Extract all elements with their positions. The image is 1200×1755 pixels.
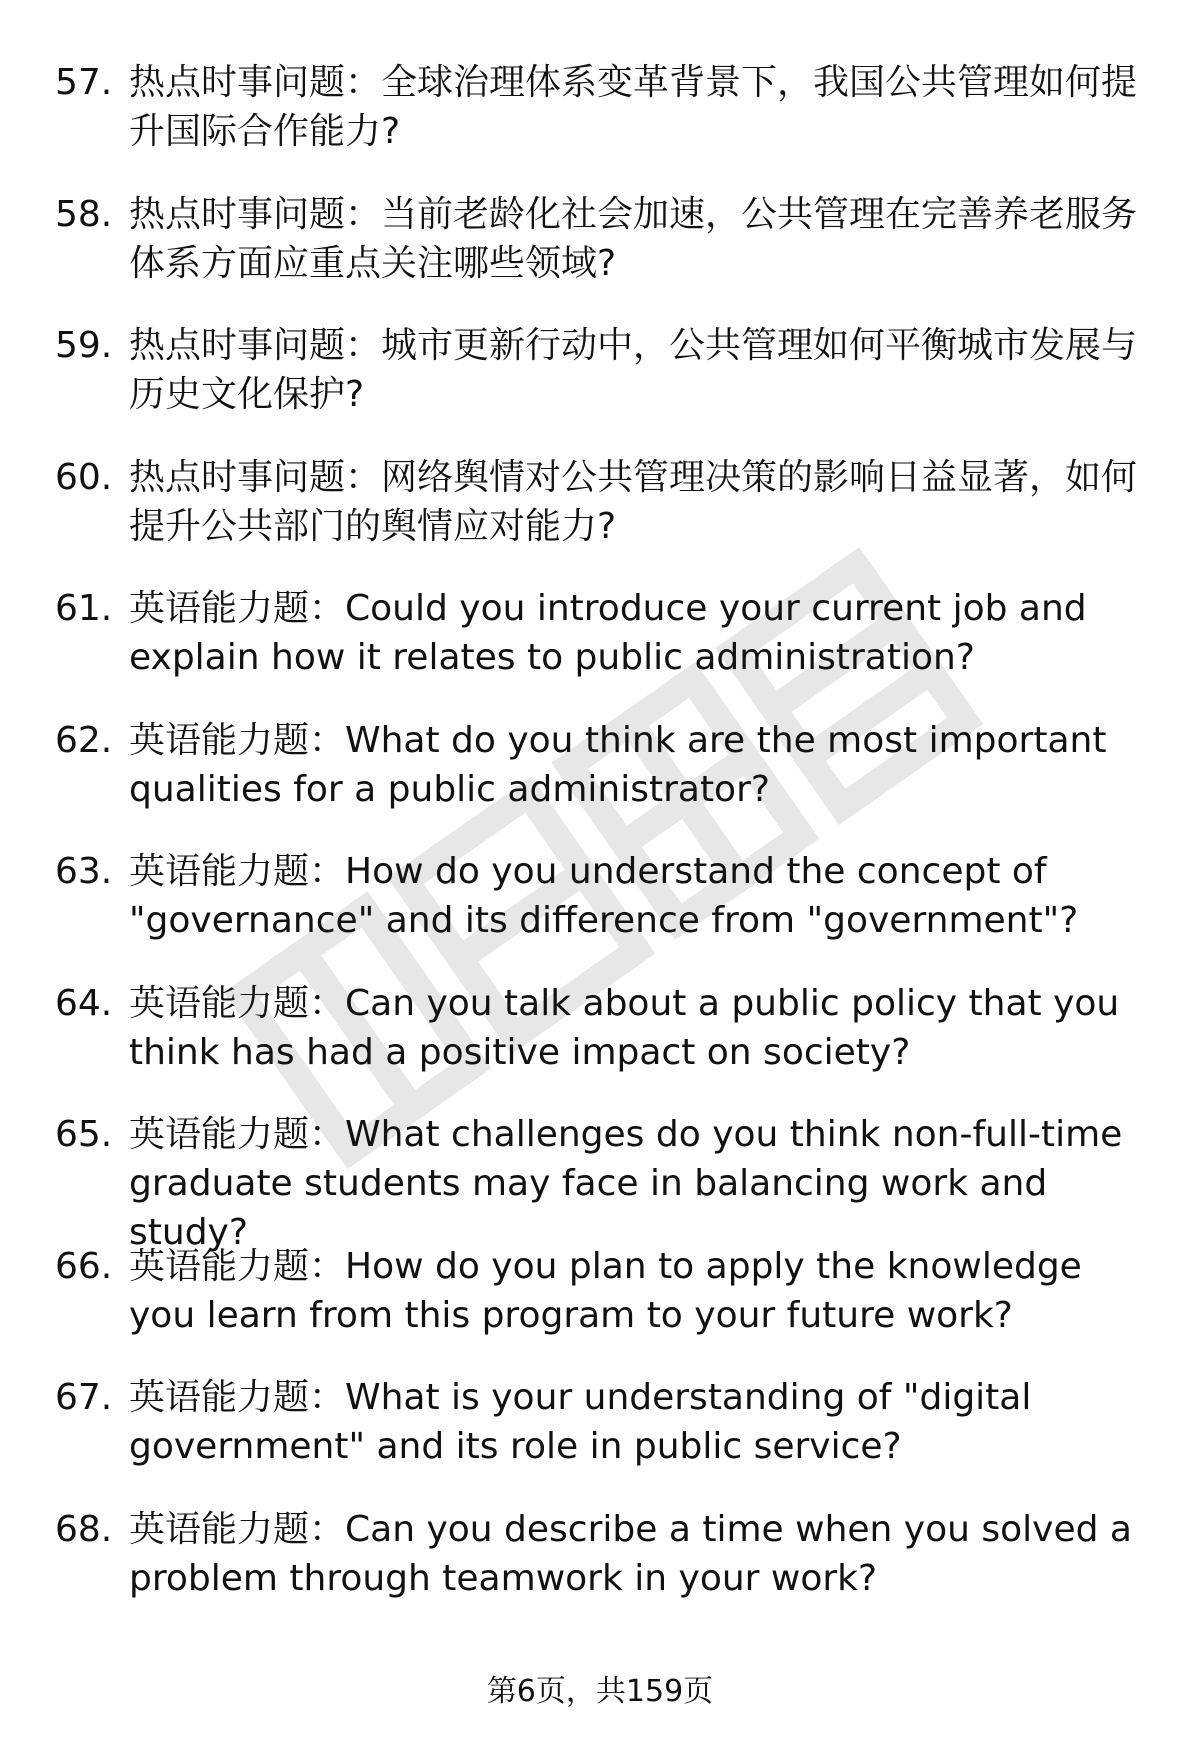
question-item [55, 190, 1150, 322]
question-number: 59. [55, 325, 113, 366]
question-text: 英语能力题：What do you think are the most important qualities for a public administrator? [129, 719, 1107, 810]
question-item [55, 1505, 1150, 1637]
question-number: 66. [55, 1245, 113, 1287]
question-text: 英语能力题：Can you describe a time when you solved a problem through teamwork in your work? [129, 1508, 1132, 1599]
question-item [55, 716, 1150, 848]
question-number: 65. [55, 1114, 113, 1155]
question-number: 61. [55, 588, 113, 629]
question-text: 英语能力题：What challenges do you think non-full-time graduate students may face in balancing work and study? [129, 1114, 1123, 1253]
question-text: 英语能力题：How do you understand the concept of "governance" and its difference from "government"? [129, 851, 1079, 941]
question-number: 67. [55, 1377, 113, 1418]
question-text: 热点时事问题：全球治理体系变革背景下，我国公共管理如何提升国际合作能力? [129, 62, 1138, 152]
question-text: 英语能力题：How do you plan to apply the knowledge you learn from this program to your future work? [129, 1245, 1082, 1336]
question-number: 57. [55, 62, 113, 103]
question-text: 热点时事问题：网络舆情对公共管理决策的影响日益显著，如何提升公共部门的舆情应对能力? [129, 456, 1138, 547]
question-number: 64. [55, 982, 113, 1024]
question-item [55, 1242, 1150, 1374]
question-list [55, 58, 1150, 1636]
question-item [55, 453, 1150, 585]
question-item [55, 58, 1150, 190]
question-text: 热点时事问题：城市更新行动中，公共管理如何平衡城市发展与历史文化保护? [129, 325, 1138, 415]
question-text: 英语能力题：What is your understanding of "digital government" and its role in public service? [129, 1377, 1032, 1467]
page-footer: 第6页，共159页 [486, 1674, 714, 1709]
question-item [55, 584, 1150, 716]
question-item [55, 1373, 1150, 1505]
question-text: 英语能力题：Can you talk about a public policy that you think has had a positive impact on society? [129, 982, 1120, 1073]
question-text: 热点时事问题：当前老龄化社会加速，公共管理在完善养老服务体系方面应重点关注哪些领域? [129, 193, 1138, 284]
question-text: 英语能力题：Could you introduce your current job and explain how it relates to public administration? [129, 588, 1087, 678]
question-number: 63. [55, 851, 113, 892]
question-number: 62. [55, 719, 113, 761]
question-item [55, 979, 1150, 1111]
question-number: 68. [55, 1508, 113, 1550]
question-item [55, 321, 1150, 453]
question-item [55, 1110, 1150, 1253]
question-number: 58. [55, 193, 113, 235]
question-item [55, 847, 1150, 979]
question-number: 60. [55, 456, 113, 498]
